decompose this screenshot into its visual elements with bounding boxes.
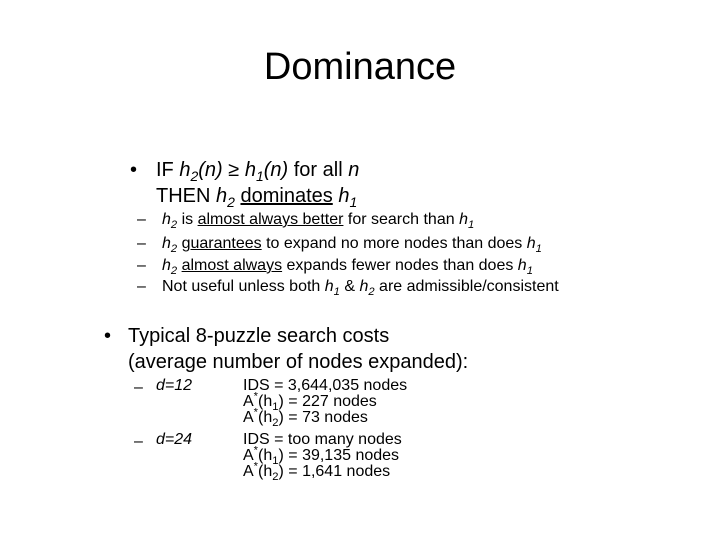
- h-symbol: h: [526, 235, 536, 252]
- subitem-underlined: almost always: [181, 257, 283, 274]
- astar-text: (h: [258, 393, 273, 410]
- dominates-word: dominates: [240, 185, 333, 207]
- subitem-underlined: almost always better: [197, 211, 344, 228]
- astar-superscript: *: [253, 460, 259, 473]
- bullet-2-line-1: Typical 8-puzzle search costs: [128, 325, 390, 347]
- subitem-2-dash: –: [137, 235, 146, 252]
- then-keyword: THEN: [156, 185, 216, 207]
- h1-symbol: h: [244, 159, 256, 181]
- case-1-astar-h1: [243, 390, 377, 414]
- h-subscript: 1: [526, 265, 533, 278]
- astar-text: ) = 39,135 nodes: [278, 447, 400, 464]
- bullet-2-line-2: (average number of nodes expanded):: [128, 351, 469, 373]
- astar-text: (h: [258, 409, 273, 426]
- case-1-dash: –: [134, 379, 143, 396]
- case-2-dash: –: [134, 433, 143, 450]
- astar-text: A: [243, 447, 254, 464]
- astar-text: A: [243, 393, 254, 410]
- astar-text: A: [243, 463, 254, 480]
- astar-text: (h: [258, 463, 273, 480]
- case-2-astar-h1: [243, 444, 400, 468]
- subitem-1-dash: –: [137, 211, 146, 228]
- h1-subscript: 1: [255, 168, 264, 184]
- h1-symbol: h: [338, 185, 350, 207]
- depth-label: d=12: [156, 377, 193, 394]
- h-subscript: 2: [170, 243, 178, 256]
- h-symbol: h: [324, 278, 334, 295]
- h-symbol: h: [359, 278, 369, 295]
- case-1-ids: IDS = 3,644,035 nodes: [243, 377, 408, 394]
- case-1-label: [156, 378, 192, 394]
- h-symbol: h: [459, 211, 468, 228]
- h2-symbol: h: [179, 159, 191, 181]
- h-symbol: h: [517, 257, 527, 274]
- h2-subscript: 2: [190, 168, 199, 184]
- h-symbol: h: [162, 211, 171, 228]
- subitem-text: to expand no more nodes than does: [261, 235, 527, 252]
- if-keyword: IF: [156, 159, 180, 181]
- h-subscript: 2: [272, 471, 279, 484]
- case-1-astar-h2: [243, 406, 368, 430]
- subitem-text: for search than: [343, 211, 460, 228]
- astar-text: ) = 1,641 nodes: [278, 463, 391, 480]
- subitem-2: [162, 234, 542, 254]
- bullet-2-marker: •: [104, 325, 112, 347]
- h-symbol: h: [162, 235, 171, 252]
- h-symbol: h: [162, 257, 171, 274]
- subitem-1: [162, 210, 474, 230]
- h1-arg: (n): [263, 159, 289, 181]
- slide-title: Dominance: [263, 46, 457, 88]
- subitem-text: &: [339, 278, 360, 295]
- astar-text: (h: [258, 447, 273, 464]
- h-subscript: 1: [272, 401, 279, 414]
- h-subscript: 2: [170, 219, 178, 232]
- subitem-text: expands fewer nodes than does: [282, 257, 518, 274]
- bullet-1-marker: •: [130, 159, 138, 181]
- astar-superscript: *: [253, 406, 259, 419]
- n-variable: n: [348, 159, 360, 181]
- h-subscript: 2: [170, 265, 178, 278]
- bullet-1-line-2: [156, 184, 357, 208]
- bullet-1-line-1: [156, 158, 359, 182]
- h-subscript: 1: [535, 243, 542, 256]
- for-all-text: for all: [288, 159, 349, 181]
- subitem-3-dash: –: [137, 257, 146, 274]
- subitem-3: [162, 256, 533, 276]
- astar-text: ) = 73 nodes: [278, 409, 368, 426]
- astar-text: ) = 227 nodes: [278, 393, 377, 410]
- h2-symbol: h: [216, 185, 228, 207]
- h-subscript: 1: [467, 219, 475, 232]
- case-2-ids: IDS = too many nodes: [243, 431, 402, 448]
- h2-subscript: 2: [227, 194, 235, 210]
- subitem-text: are admissible/consistent: [374, 278, 559, 295]
- subitem-4: [162, 277, 559, 297]
- subitem-text: Not useful unless both: [162, 278, 325, 295]
- case-2-astar-h2: [243, 460, 391, 484]
- subitem-text: is: [177, 211, 198, 228]
- h-subscript: 2: [272, 417, 279, 430]
- subitem-underlined: guarantees: [181, 235, 262, 252]
- h2-arg: (n) ≥: [198, 159, 245, 181]
- h-subscript: 1: [272, 455, 279, 468]
- h-subscript: 1: [333, 286, 340, 299]
- astar-text: A: [243, 409, 254, 426]
- depth-label: d=24: [156, 431, 193, 448]
- astar-superscript: *: [253, 390, 259, 403]
- h1-subscript: 1: [349, 194, 358, 210]
- h-subscript: 2: [368, 286, 375, 299]
- subitem-4-dash: –: [137, 278, 146, 295]
- case-2-label: [156, 432, 192, 448]
- astar-superscript: *: [253, 444, 259, 457]
